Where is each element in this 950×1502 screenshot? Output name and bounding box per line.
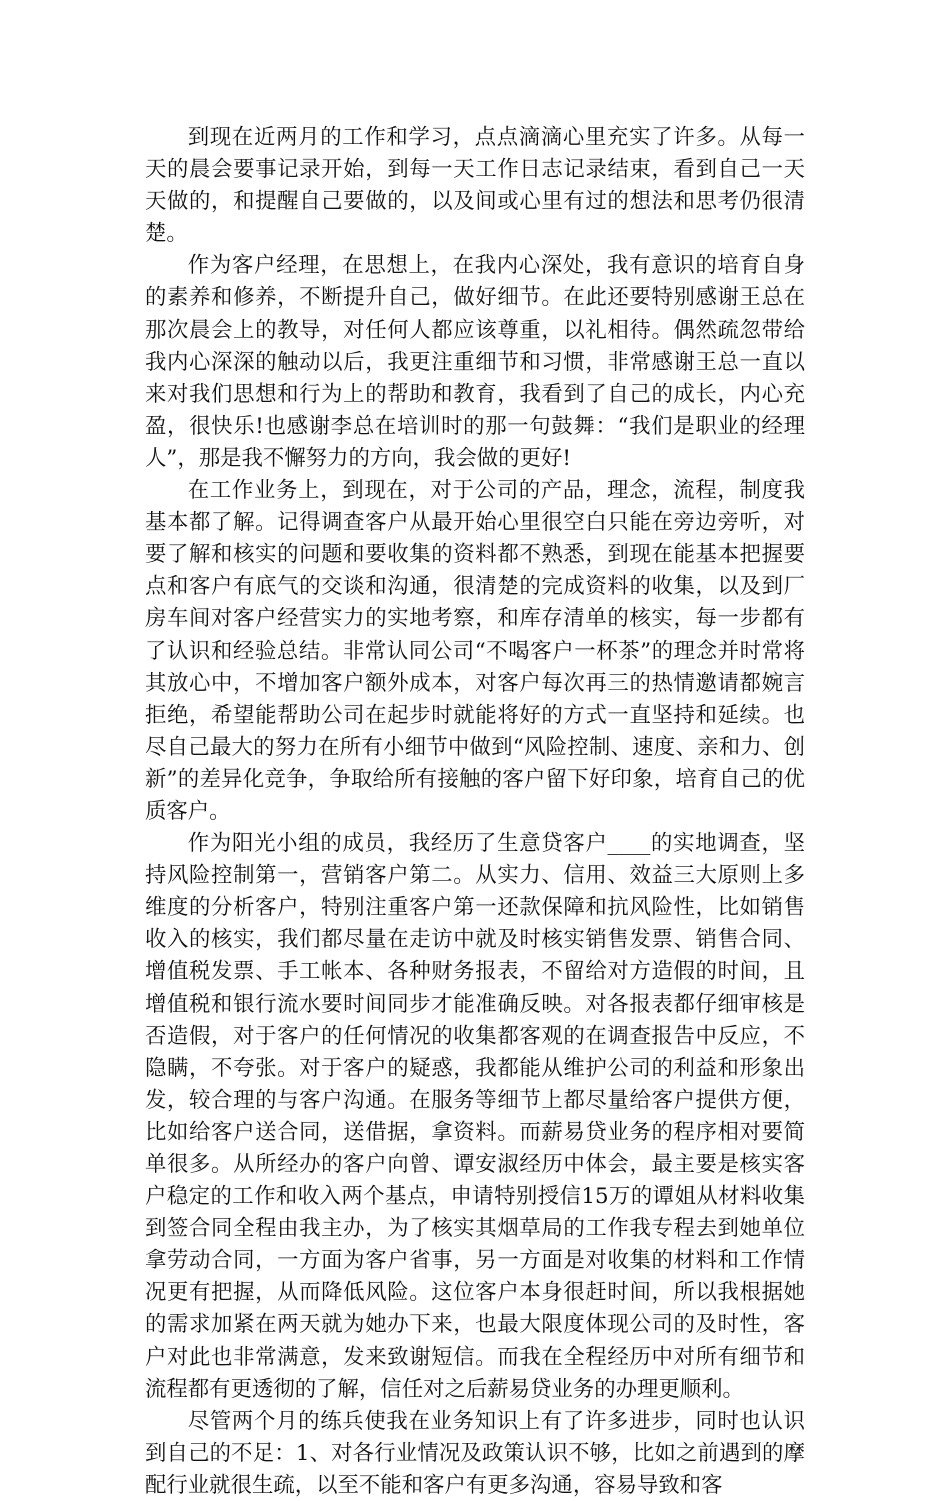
paragraph-1: 到现在近两月的工作和学习，点点滴滴心里充实了许多。从每一天的晨会要事记录开始，到每一天工作日志记录结束，看到自己一天天做的，和提醒自己要做的，以及间或心里有过的想法和思考仍很清楚。 <box>145 125 805 247</box>
paragraph-4: 作为阳光小组的成员，我经历了生意贷客户____的实地调查，坚持风险控制第一，营销客户第二。从实力、信用、效益三大原则上多维度的分析客户，特别注重客户第一还款保障和抗风险性，比如销售收入的核实，我们都尽量在走访中就及时核实销售发票、销售合同、增值税发票、手工帐本、各种财务报表，不留给对方造假的时间，且增值税和银行流水要时间同步才能准确反映。对各报表都仔细审核是否造假，对于客户的任何情况的收集都客观的在调查报告中反应，不隐瞒，不夸张。对于客户的疑惑，我都能从维护公司的利益和形象出发，较合理的与客户沟通。在服务等细节上都尽量给客户提供方便，比如给客户送合同，送借据，拿资料。而薪易贷业务的程序相对要简单很多。从所经办的客户向曾、谭安淑经历中体会，最主要是核实客户稳定的工作和收入两个基点，申请特别授信15万的谭姐从材料收集到签合同全程由我主办，为了核实其烟草局的工作我专程去到她单位拿劳动合同，一方面为客户省事，另一方面是对收集的材料和工作情况更有把握，从而降低风险。这位客户本身很赶时间，所以我根据她的需求加紧在两天就为她办下来，也最大限度体现公司的及时性，客户对此也非常满意，发来致谢短信。而我在全程经历中对所有细节和流程都有更透彻的了解，信任对之后薪易贷业务的办理更顺利。 <box>145 831 805 1402</box>
paragraph-5: 尽管两个月的练兵使我在业务知识上有了许多进步，同时也认识到自己的不足：1、对各行业情况及政策认识不够，比如之前遇到的摩配行业就很生疏，以至不能和客户有更多沟通，容易导致和客 <box>145 1408 805 1498</box>
paragraph-3: 在工作业务上，到现在，对于公司的产品，理念，流程，制度我基本都了解。记得调查客户从最开始心里很空白只能在旁边旁听，对要了解和核实的问题和要收集的资料都不熟悉，到现在能基本把握要点和客户有底气的交谈和沟通，很清楚的完成资料的收集，以及到厂房车间对客户经营实力的实地考察，和库存清单的核实，每一步都有了认识和经验总结。非常认同公司“不喝客户一杯茶”的理念并时常将其放心中，不增加客户额外成本，对客户每次再三的热情邀请都婉言拒绝，希望能帮助公司在起步时就能将好的方式一直坚持和延续。也尽自己最大的努力在所有小细节中做到“风险控制、速度、亲和力、创新”的差异化竞争，争取给所有接触的客户留下好印象，培育自己的优质客户。 <box>145 478 805 824</box>
document-page <box>145 122 805 1502</box>
paragraph-2: 作为客户经理，在思想上，在我内心深处，我有意识的培育自身的素养和修养，不断提升自己，做好细节。在此还要特别感谢王总在那次晨会上的教导，对任何人都应该尊重，以礼相待。偶然疏忽带给我内心深深的触动以后，我更注重细节和习惯，非常感谢王总一直以来对我们思想和行为上的帮助和教育，我看到了自己的成长，内心充盈，很快乐!也感谢李总在培训时的那一句鼓舞：“我们是职业的经理人”，那是我不懈努力的方向，我会做的更好! <box>145 253 805 471</box>
